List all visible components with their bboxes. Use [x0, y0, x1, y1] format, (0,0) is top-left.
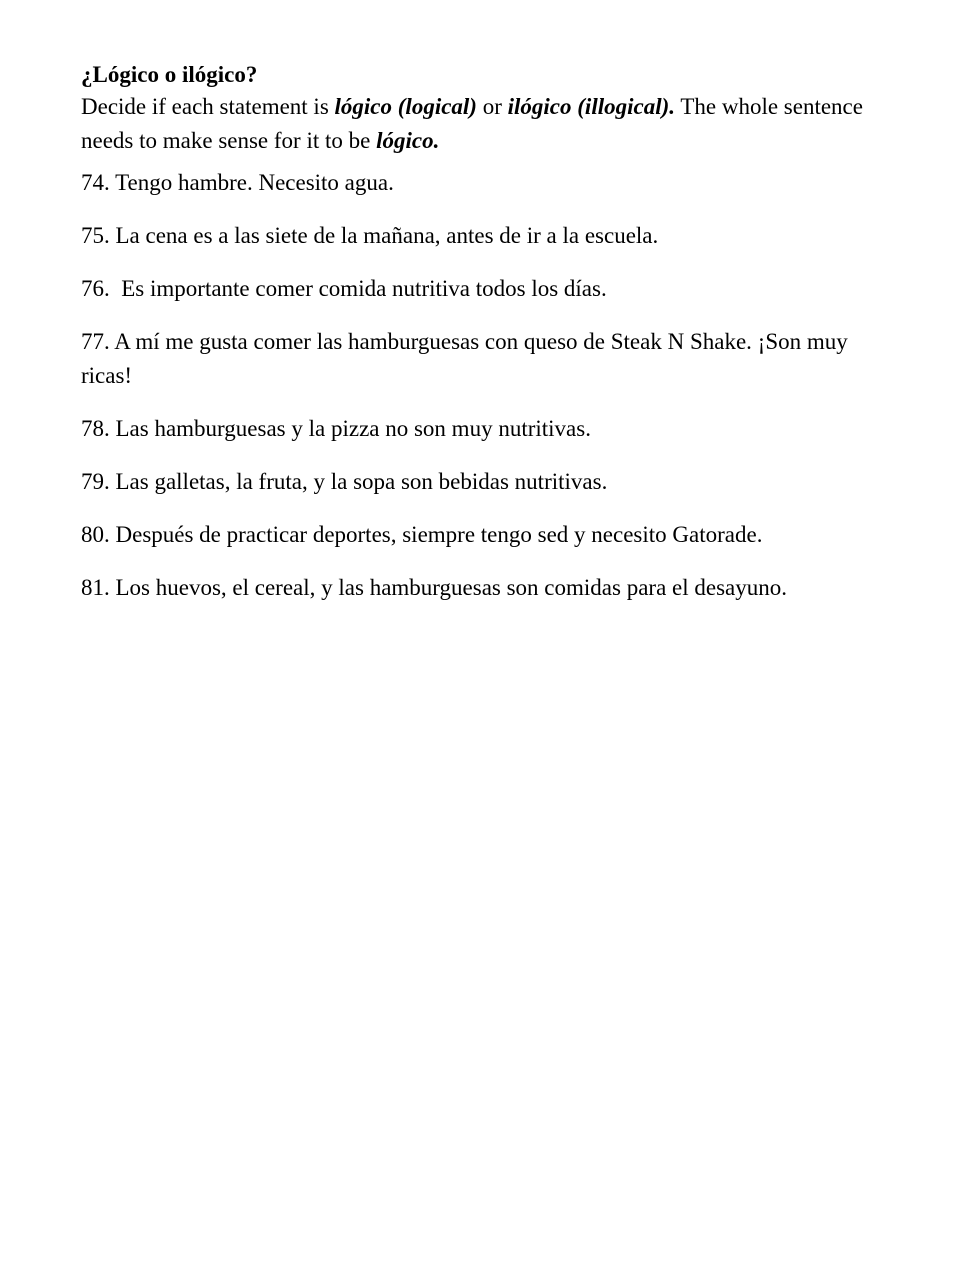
statement-item-81: 81. Los huevos, el cereal, y las hamburguesas son comidas para el desayuno.	[81, 575, 787, 600]
instructions-logico: lógico (logical)	[334, 94, 477, 119]
instructions-logico-end: lógico.	[376, 128, 440, 153]
instructions	[81, 90, 901, 158]
instructions-ilogico: ilógico (illogical).	[507, 94, 675, 119]
statement-item-79: 79. Las galletas, la fruta, y la sopa son bebidas nutritivas.	[81, 469, 608, 494]
statement-item-74: 74. Tengo hambre. Necesito agua.	[81, 170, 394, 195]
statement-list	[81, 166, 901, 605]
instructions-text-1: Decide if each statement is	[81, 94, 335, 119]
page-title: ¿Lógico o ilógico?	[81, 62, 258, 87]
statement-item-76: 76. Es importante comer comida nutritiva todos los días.	[81, 276, 607, 301]
statement-item-75: 75. La cena es a las siete de la mañana, antes de ir a la escuela.	[81, 223, 659, 248]
statement-item-78: 78. Las hamburguesas y la pizza no son muy nutritivas.	[81, 416, 591, 441]
instructions-text-2: or	[476, 94, 508, 119]
instructions-text-3: The whole sentence needs to make sense for it to be	[81, 94, 863, 153]
statement-item-80: 80. Después de practicar deportes, siempre tengo sed y necesito Gatorade.	[81, 522, 763, 547]
worksheet-page	[81, 60, 901, 624]
statement-item-77: 77. A mí me gusta comer las hamburguesas con queso de Steak N Shake. ¡Son muy ricas!	[81, 329, 848, 388]
